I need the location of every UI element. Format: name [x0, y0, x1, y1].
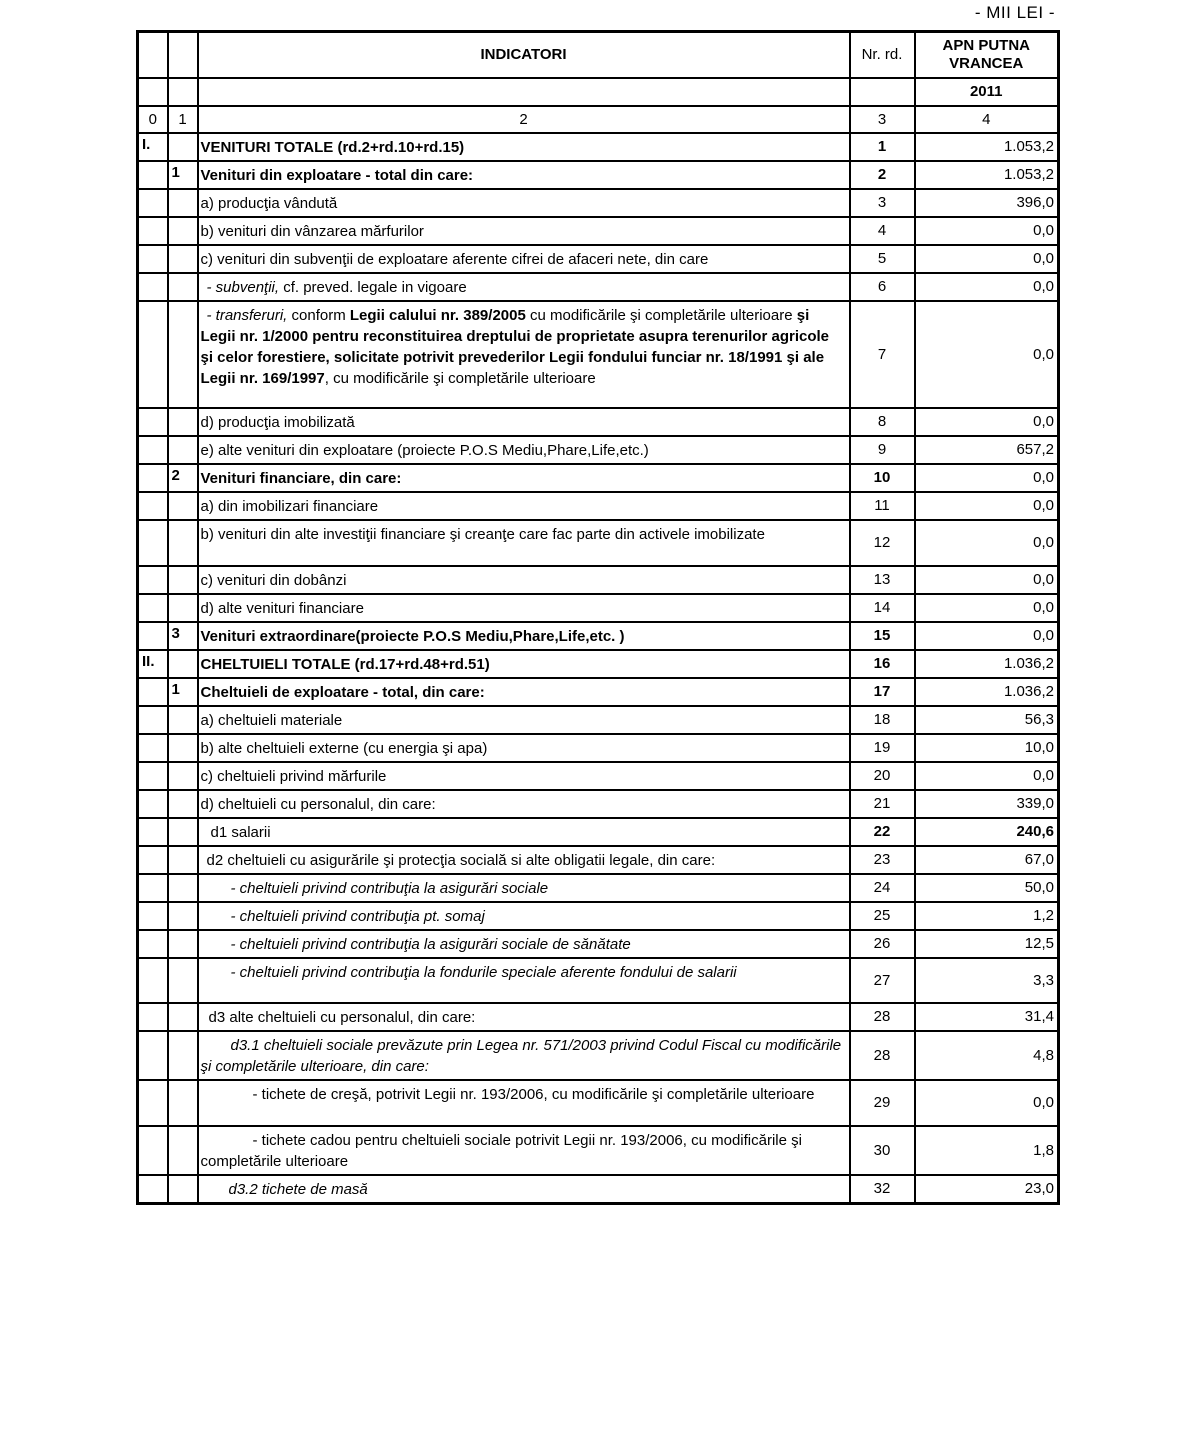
value-cell: 657,2: [915, 436, 1059, 464]
header-org-name: APN PUTNA VRANCEA: [915, 32, 1059, 78]
row-number-cell: 24: [850, 874, 915, 902]
table-row: [138, 1031, 1059, 1080]
header-year: 2011: [915, 78, 1059, 106]
section-cell: [138, 706, 168, 734]
indicator-cell: [198, 133, 850, 161]
table-row: [138, 958, 1059, 1003]
value-cell: 12,5: [915, 930, 1059, 958]
subsection-cell: [168, 1031, 198, 1080]
row-number-cell: 17: [850, 678, 915, 706]
value-cell: 0,0: [915, 301, 1059, 408]
row-number-cell: 25: [850, 902, 915, 930]
value-cell: 3,3: [915, 958, 1059, 1003]
indicator-text: d3.1 cheltuieli sociale prevăzute prin Legea nr. 571/2003 privind Codul Fiscal cu modificările şi completările ulterioare, din care:: [200, 1036, 842, 1075]
value-cell: 396,0: [915, 189, 1059, 217]
value-cell: 0,0: [915, 273, 1059, 301]
subsection-cell: [168, 734, 198, 762]
section-cell: [138, 520, 168, 566]
indicator-text: , cu modificările şi completările ulterioare: [324, 369, 596, 387]
table-row: [138, 492, 1059, 520]
indicator-cell: [198, 622, 850, 650]
indicator-cell: [198, 594, 850, 622]
section-cell: [138, 846, 168, 874]
row-number-cell: 15: [850, 622, 915, 650]
value-cell: 0,0: [915, 464, 1059, 492]
indicator-text: d) alte venituri financiare: [200, 599, 364, 617]
indicator-cell: [198, 1003, 850, 1031]
value-cell: 67,0: [915, 846, 1059, 874]
indicator-text: e) alte venituri din exploatare (proiecte P.O.S Mediu,Phare,Life,etc.): [200, 441, 649, 459]
value-cell: 23,0: [915, 1175, 1059, 1204]
value-cell: 0,0: [915, 594, 1059, 622]
table-row: [138, 161, 1059, 189]
row-number-cell: 6: [850, 273, 915, 301]
subsection-cell: [168, 436, 198, 464]
indicator-text: - tichete cadou pentru cheltuieli sociale potrivit Legii nr. 193/2006, cu modificările şi completările ulterioare: [200, 1131, 802, 1170]
indicator-cell: [198, 566, 850, 594]
currency-unit-label: - MII LEI -: [974, 3, 1055, 22]
row-number-cell: 7: [850, 301, 915, 408]
subsection-cell: [168, 958, 198, 1003]
table-row: [138, 273, 1059, 301]
value-cell: 31,4: [915, 1003, 1059, 1031]
indicator-cell: [198, 706, 850, 734]
indicator-text: cu modificările şi completările ulterioare: [525, 306, 797, 324]
section-cell: [138, 790, 168, 818]
table-row: [138, 1126, 1059, 1175]
indicator-text: Venituri financiare, din care:: [200, 469, 402, 487]
subsection-cell: [168, 930, 198, 958]
section-cell: [138, 161, 168, 189]
value-cell: 1,2: [915, 902, 1059, 930]
table-row: [138, 520, 1059, 566]
subsection-cell: [168, 846, 198, 874]
subsection-cell: [168, 492, 198, 520]
row-number-cell: 9: [850, 436, 915, 464]
value-cell: 1.053,2: [915, 161, 1059, 189]
value-cell: 0,0: [915, 1080, 1059, 1126]
value-cell: 240,6: [915, 818, 1059, 846]
subsection-cell: 1: [168, 161, 198, 189]
indicator-text: CHELTUIELI TOTALE (rd.17+rd.48+rd.51): [200, 655, 490, 673]
indicator-text: d) cheltuieli cu personalul, din care:: [200, 795, 436, 813]
indicator-text: Venituri din exploatare - total din care:: [200, 166, 474, 184]
row-number-cell: 29: [850, 1080, 915, 1126]
table-row: [138, 301, 1059, 408]
section-cell: [138, 464, 168, 492]
indicator-text: şi Legii nr. 1/2000 pentru reconstituirea dreptului de proprietate asupra terenurilor agricole şi celor forestiere, solicitate potrivit prevederilor Legii fondului funciar nr. 18/1991 şi ale Legii nr. 169/1997: [200, 306, 829, 387]
indicator-cell: [198, 273, 850, 301]
indicator-text: a) producţia vândută: [200, 194, 338, 212]
header-row-colnums: [138, 106, 1059, 133]
subsection-cell: 2: [168, 464, 198, 492]
indicator-text: - cheltuieli privind contribuţia la asigurări sociale de sănătate: [230, 935, 631, 953]
row-number-cell: 14: [850, 594, 915, 622]
indicator-cell: [198, 762, 850, 790]
indicator-cell: [198, 790, 850, 818]
indicator-cell: [198, 189, 850, 217]
subsection-cell: [168, 217, 198, 245]
subsection-cell: [168, 273, 198, 301]
section-cell: I.: [138, 133, 168, 161]
row-number-cell: 16: [850, 650, 915, 678]
indicator-text: conform: [287, 306, 350, 324]
table-row: [138, 790, 1059, 818]
section-cell: [138, 958, 168, 1003]
header-nr-rd: Nr. rd.: [850, 32, 915, 78]
indicator-cell: [198, 1175, 850, 1204]
indicator-text: Cheltuieli de exploatare - total, din care:: [200, 683, 485, 701]
section-cell: [138, 492, 168, 520]
value-cell: 0,0: [915, 245, 1059, 273]
table-row: [138, 650, 1059, 678]
colnum-4: 4: [915, 106, 1059, 133]
table-row: [138, 902, 1059, 930]
header-empty-cell: [138, 78, 168, 106]
section-cell: [138, 301, 168, 408]
section-cell: [138, 273, 168, 301]
subsection-cell: [168, 818, 198, 846]
row-number-cell: 4: [850, 217, 915, 245]
value-cell: 1.053,2: [915, 133, 1059, 161]
indicator-cell: [198, 1031, 850, 1080]
indicator-cell: [198, 958, 850, 1003]
value-cell: 0,0: [915, 217, 1059, 245]
table-row: [138, 818, 1059, 846]
subsection-cell: [168, 189, 198, 217]
row-number-cell: 12: [850, 520, 915, 566]
table-row: [138, 436, 1059, 464]
value-cell: 1.036,2: [915, 678, 1059, 706]
row-number-cell: 10: [850, 464, 915, 492]
value-cell: 0,0: [915, 492, 1059, 520]
indicator-text: b) venituri din alte investiţii financiare şi creanţe care fac parte din activele imobilizate: [200, 525, 765, 543]
header-empty-cell: [168, 78, 198, 106]
row-number-cell: 8: [850, 408, 915, 436]
subsection-cell: 1: [168, 678, 198, 706]
row-number-cell: 11: [850, 492, 915, 520]
section-cell: [138, 594, 168, 622]
value-cell: 0,0: [915, 520, 1059, 566]
row-number-cell: 13: [850, 566, 915, 594]
indicator-text: c) venituri din dobânzi: [200, 571, 347, 589]
section-cell: [138, 217, 168, 245]
row-number-cell: 26: [850, 930, 915, 958]
table-row: [138, 874, 1059, 902]
header-empty-cell: [850, 78, 915, 106]
table-row: [138, 1080, 1059, 1126]
indicator-cell: [198, 1080, 850, 1126]
table-row: [138, 189, 1059, 217]
indicator-cell: [198, 650, 850, 678]
indicator-text: - cheltuieli privind contribuţia la asigurări sociale: [230, 879, 549, 897]
section-cell: [138, 678, 168, 706]
value-cell: 4,8: [915, 1031, 1059, 1080]
row-number-cell: 19: [850, 734, 915, 762]
indicator-text: Venituri extraordinare(proiecte P.O.S Mediu,Phare,Life,etc. ): [200, 627, 625, 645]
row-number-cell: 3: [850, 189, 915, 217]
indicator-text: c) cheltuieli privind mărfurile: [200, 767, 387, 785]
subsection-cell: [168, 762, 198, 790]
header-indicatori: INDICATORI: [198, 32, 850, 78]
value-cell: 1,8: [915, 1126, 1059, 1175]
subsection-cell: [168, 874, 198, 902]
indicator-text: - subvenţii,: [206, 278, 280, 296]
indicator-cell: [198, 301, 850, 408]
section-cell: [138, 1003, 168, 1031]
row-number-cell: 5: [850, 245, 915, 273]
budget-table: [136, 30, 1060, 1205]
indicator-cell: [198, 874, 850, 902]
indicator-cell: [198, 930, 850, 958]
colnum-1: 1: [168, 106, 198, 133]
indicator-cell: [198, 436, 850, 464]
indicator-cell: [198, 1126, 850, 1175]
table-row: [138, 1175, 1059, 1204]
table-row: [138, 706, 1059, 734]
subsection-cell: [168, 408, 198, 436]
indicator-text: d3.2 tichete de masă: [228, 1180, 368, 1198]
table-body: [138, 133, 1059, 1204]
subsection-cell: [168, 301, 198, 408]
indicator-text: a) cheltuieli materiale: [200, 711, 343, 729]
value-cell: 0,0: [915, 762, 1059, 790]
indicator-cell: [198, 678, 850, 706]
section-cell: II.: [138, 650, 168, 678]
indicator-text: c) venituri din subvenţii de exploatare aferente cifrei de afaceri nete, din care: [200, 250, 709, 268]
section-cell: [138, 762, 168, 790]
indicator-text: d3 alte cheltuieli cu personalul, din care:: [208, 1008, 476, 1026]
section-cell: [138, 1126, 168, 1175]
indicator-text: - cheltuieli privind contribuţia la fondurile speciale aferente fondului de salarii: [230, 963, 737, 981]
subsection-cell: [168, 520, 198, 566]
indicator-text: d2 cheltuieli cu asigurările şi protecţia socială si alte obligatii legale, din care:: [206, 851, 716, 869]
value-cell: 56,3: [915, 706, 1059, 734]
row-number-cell: 1: [850, 133, 915, 161]
header-section-cell: [138, 32, 168, 78]
table-row: [138, 408, 1059, 436]
value-cell: 339,0: [915, 790, 1059, 818]
indicator-text: d) producţia imobilizată: [200, 413, 355, 431]
table-row: [138, 566, 1059, 594]
section-cell: [138, 734, 168, 762]
value-cell: 0,0: [915, 622, 1059, 650]
indicator-cell: [198, 734, 850, 762]
subsection-cell: [168, 1003, 198, 1031]
indicator-text: - cheltuieli privind contribuţia pt. somaj: [230, 907, 485, 925]
colnum-2: 2: [198, 106, 850, 133]
indicator-text: b) venituri din vânzarea mărfurilor: [200, 222, 424, 240]
table-row: [138, 762, 1059, 790]
section-cell: [138, 902, 168, 930]
section-cell: [138, 1080, 168, 1126]
table-row: [138, 464, 1059, 492]
header-subsection-cell: [168, 32, 198, 78]
indicator-text: - tichete de creşă, potrivit Legii nr. 193/2006, cu modificările şi completările ulterioare: [252, 1085, 815, 1103]
section-cell: [138, 930, 168, 958]
table-row: [138, 622, 1059, 650]
row-number-cell: 22: [850, 818, 915, 846]
indicator-cell: [198, 818, 850, 846]
indicator-text: cf. preved. legale in vigoare: [279, 278, 467, 296]
section-cell: [138, 1175, 168, 1204]
indicator-text: a) din imobilizari financiare: [200, 497, 379, 515]
indicator-cell: [198, 492, 850, 520]
section-cell: [138, 408, 168, 436]
subsection-cell: [168, 650, 198, 678]
table-row: [138, 734, 1059, 762]
table-row: [138, 846, 1059, 874]
indicator-cell: [198, 846, 850, 874]
section-cell: [138, 1031, 168, 1080]
subsection-cell: [168, 790, 198, 818]
table-row: [138, 930, 1059, 958]
section-cell: [138, 245, 168, 273]
indicator-cell: [198, 464, 850, 492]
section-cell: [138, 566, 168, 594]
colnum-3: 3: [850, 106, 915, 133]
section-cell: [138, 189, 168, 217]
table-row: [138, 594, 1059, 622]
subsection-cell: [168, 566, 198, 594]
subsection-cell: [168, 1175, 198, 1204]
value-cell: 50,0: [915, 874, 1059, 902]
section-cell: [138, 818, 168, 846]
subsection-cell: [168, 902, 198, 930]
subsection-cell: 3: [168, 622, 198, 650]
indicator-text: - transferuri,: [206, 306, 288, 324]
header-row-main: [138, 32, 1059, 78]
section-cell: [138, 622, 168, 650]
indicator-text: d1 salarii: [210, 823, 271, 841]
indicator-text: Legii calului nr. 389/2005: [349, 306, 526, 324]
indicator-cell: [198, 245, 850, 273]
value-cell: 10,0: [915, 734, 1059, 762]
row-number-cell: 32: [850, 1175, 915, 1204]
value-cell: 0,0: [915, 566, 1059, 594]
table-row: [138, 217, 1059, 245]
section-cell: [138, 436, 168, 464]
row-number-cell: 28: [850, 1003, 915, 1031]
subsection-cell: [168, 1126, 198, 1175]
indicator-cell: [198, 520, 850, 566]
subsection-cell: [168, 1080, 198, 1126]
row-number-cell: 20: [850, 762, 915, 790]
row-number-cell: 23: [850, 846, 915, 874]
value-cell: 1.036,2: [915, 650, 1059, 678]
colnum-0: 0: [138, 106, 168, 133]
section-cell: [138, 874, 168, 902]
row-number-cell: 2: [850, 161, 915, 189]
row-number-cell: 30: [850, 1126, 915, 1175]
indicator-text: b) alte cheltuieli externe (cu energia şi apa): [200, 739, 488, 757]
indicator-cell: [198, 217, 850, 245]
subsection-cell: [168, 245, 198, 273]
table-row: [138, 133, 1059, 161]
subsection-cell: [168, 594, 198, 622]
indicator-cell: [198, 161, 850, 189]
table-row: [138, 1003, 1059, 1031]
table-row: [138, 245, 1059, 273]
subsection-cell: [168, 706, 198, 734]
indicator-cell: [198, 902, 850, 930]
header-empty-cell: [198, 78, 850, 106]
indicator-cell: [198, 408, 850, 436]
value-cell: 0,0: [915, 408, 1059, 436]
row-number-cell: 21: [850, 790, 915, 818]
table-row: [138, 678, 1059, 706]
header-row-year: [138, 78, 1059, 106]
subsection-cell: [168, 133, 198, 161]
indicator-text: VENITURI TOTALE (rd.2+rd.10+rd.15): [200, 138, 465, 156]
row-number-cell: 27: [850, 958, 915, 1003]
row-number-cell: 18: [850, 706, 915, 734]
row-number-cell: 28: [850, 1031, 915, 1080]
